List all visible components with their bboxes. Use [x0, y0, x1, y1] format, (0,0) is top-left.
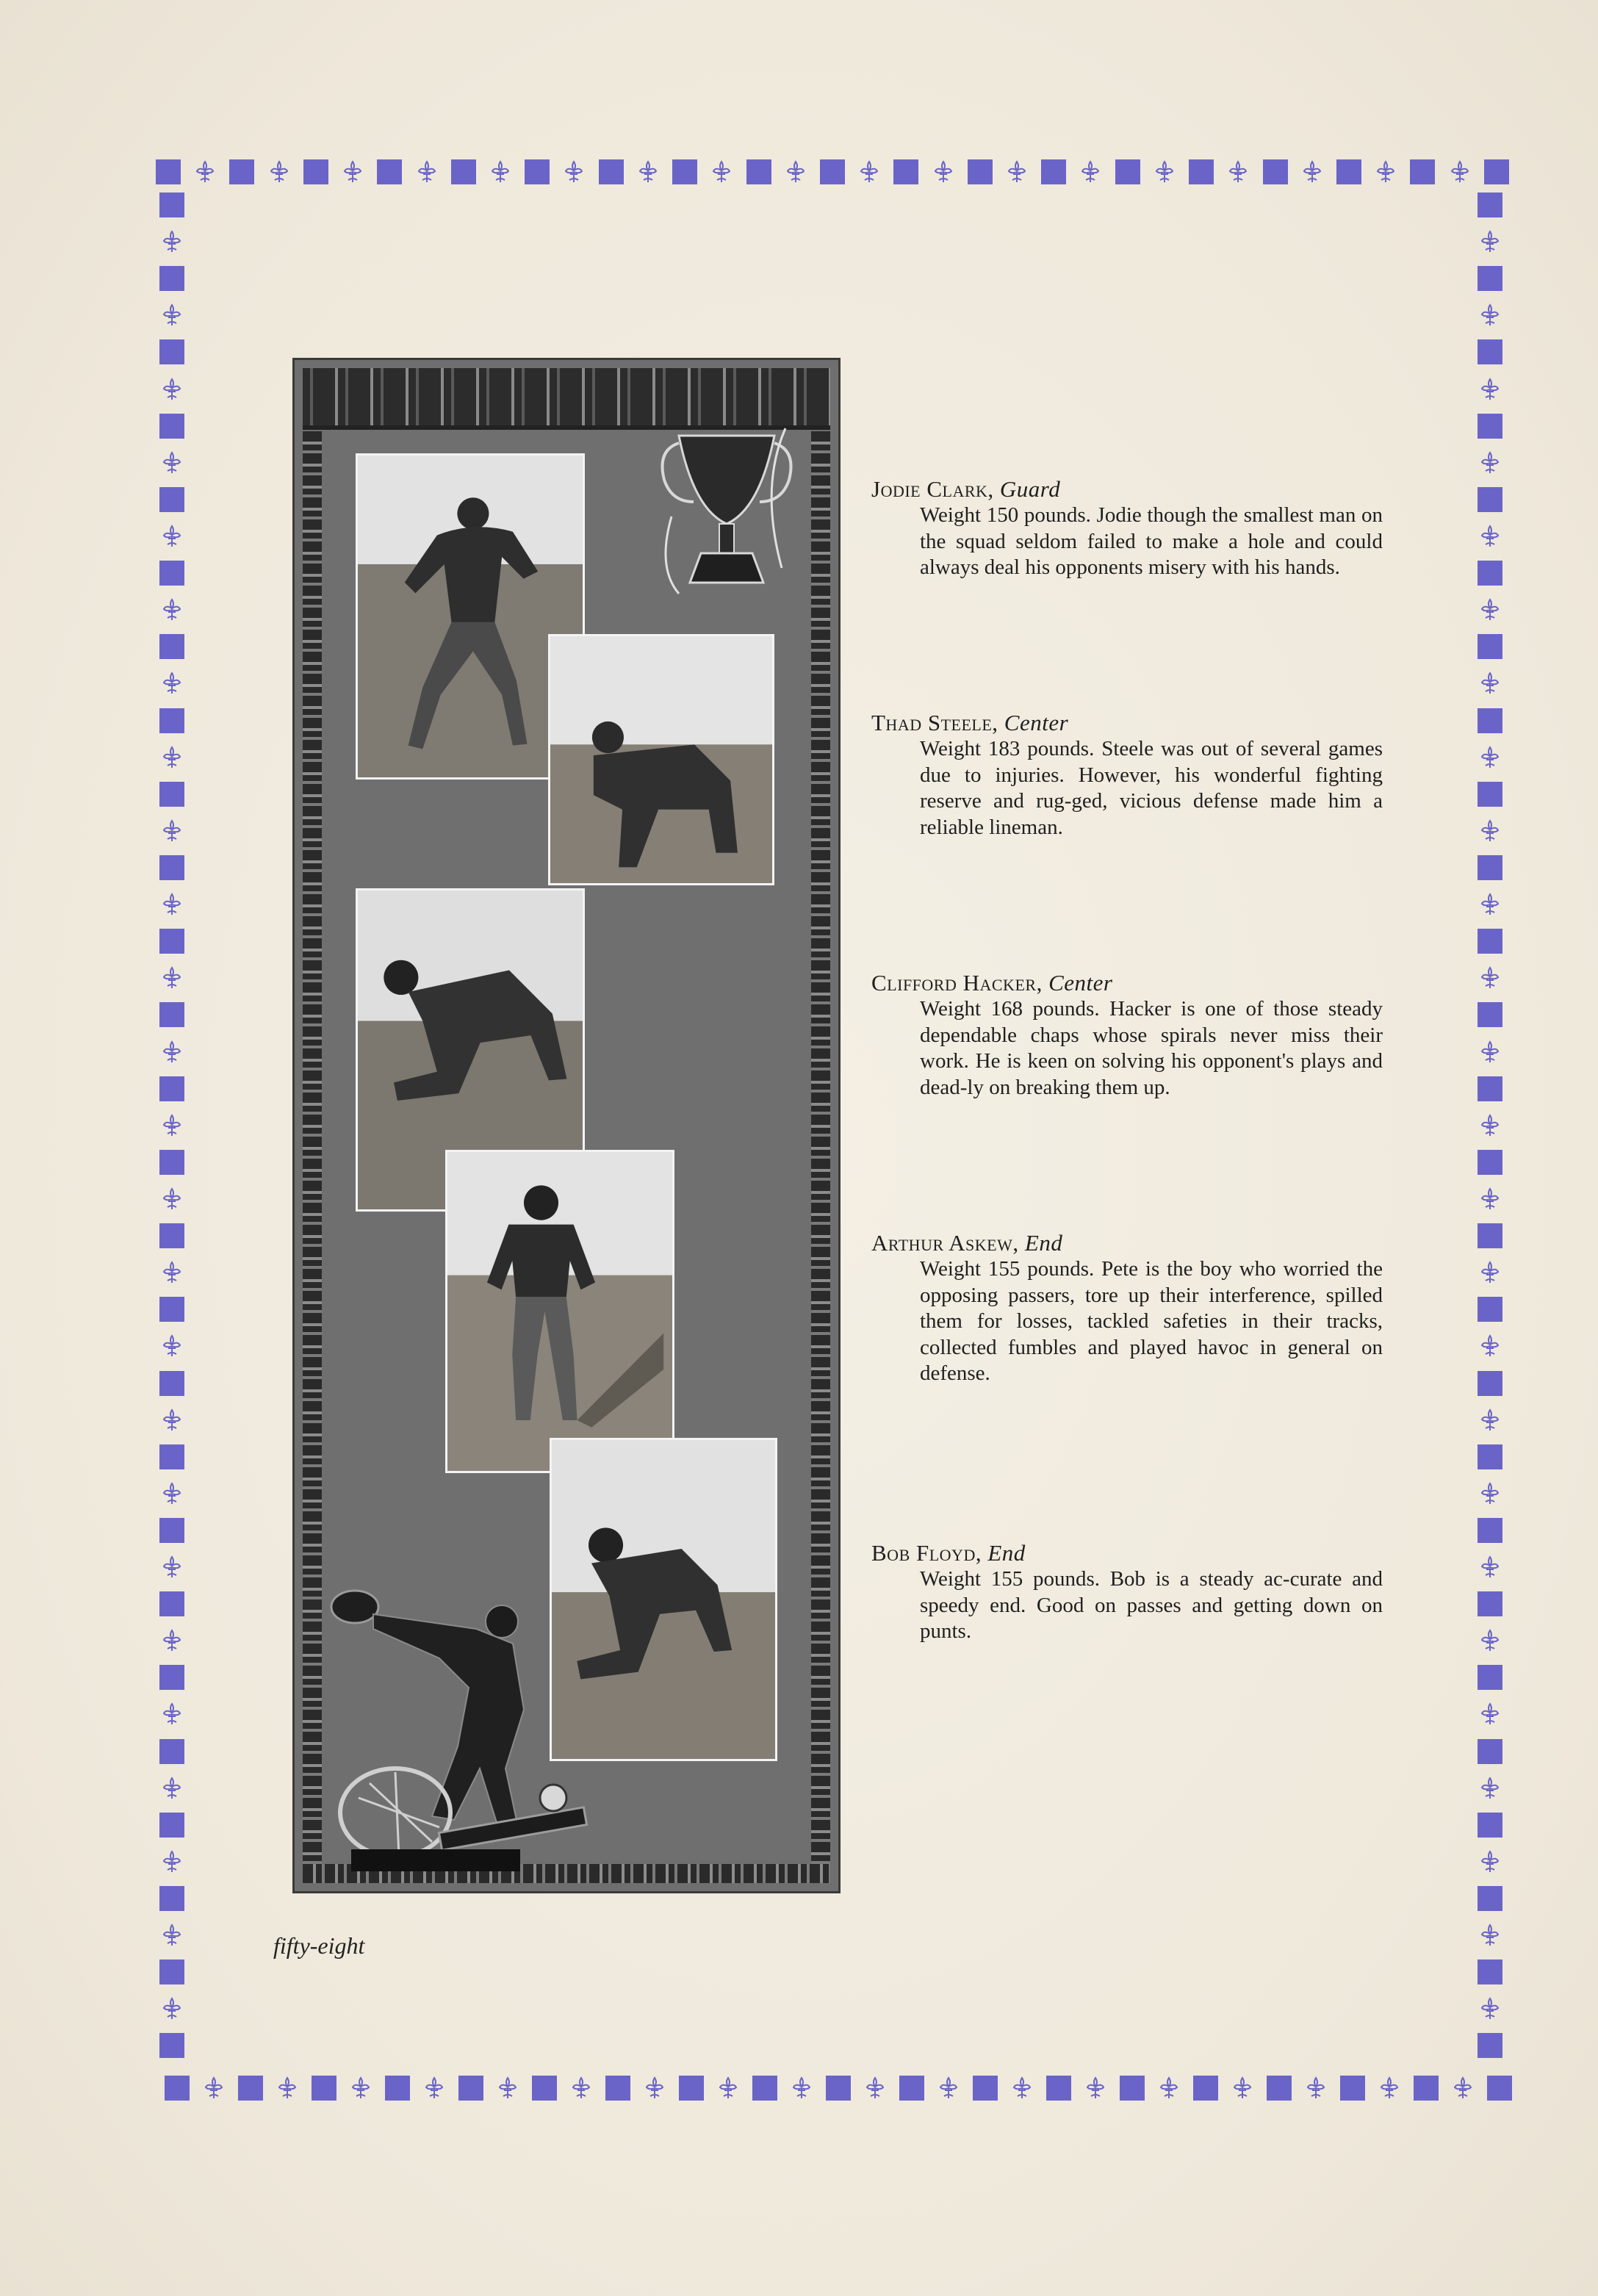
fleur-de-lis-icon	[1478, 965, 1502, 990]
fleur-de-lis-icon	[159, 1481, 184, 1506]
border-square	[1478, 929, 1502, 954]
border-square	[1478, 1371, 1502, 1396]
fleur-de-lis-icon	[1478, 1408, 1502, 1433]
border-square	[238, 2076, 263, 2101]
border-square	[1478, 708, 1502, 733]
border-square	[159, 1444, 184, 1469]
fleur-de-lis-icon	[1156, 2076, 1181, 2101]
fleur-de-lis-icon	[495, 2076, 520, 2101]
page-number: fifty-eight	[273, 1932, 365, 1959]
fleur-de-lis-icon	[192, 159, 217, 184]
fleur-de-lis-icon	[783, 159, 808, 184]
border-square	[1478, 1959, 1502, 1984]
border-square	[525, 159, 550, 184]
border-square	[1478, 1150, 1502, 1175]
border-square	[1478, 414, 1502, 439]
border-square	[159, 782, 184, 807]
player-position: Guard	[999, 476, 1061, 502]
fleur-de-lis-icon	[159, 597, 184, 622]
border-square	[159, 1223, 184, 1248]
border-square	[159, 1959, 184, 1984]
border-square	[159, 1591, 184, 1616]
fleur-de-lis-icon	[709, 159, 734, 184]
border-square	[1478, 1444, 1502, 1469]
border-square	[165, 2076, 190, 2101]
greek-key-right	[811, 431, 830, 1879]
fleur-de-lis-icon	[636, 159, 661, 184]
border-square	[377, 159, 402, 184]
border-square	[1478, 561, 1502, 586]
fleur-de-lis-icon	[1004, 159, 1029, 184]
fleur-de-lis-icon	[159, 1628, 184, 1653]
player-name: Arthur Askew	[871, 1230, 1013, 1256]
border-square	[159, 1813, 184, 1838]
border-square	[1478, 1297, 1502, 1322]
border-square	[1478, 1002, 1502, 1027]
border-square	[1478, 1591, 1502, 1616]
fleur-de-lis-icon	[414, 159, 439, 184]
player-entry-floyd	[871, 1540, 1386, 1645]
border-bottom	[165, 2072, 1512, 2104]
border-square	[1046, 2076, 1071, 2101]
border-square	[451, 159, 476, 184]
fleur-de-lis-icon	[1478, 1260, 1502, 1285]
fleur-de-lis-icon	[1078, 159, 1103, 184]
border-square	[826, 2076, 851, 2101]
fleur-de-lis-icon	[1478, 745, 1502, 770]
photo-panel	[292, 358, 841, 1893]
fleur-de-lis-icon	[1478, 671, 1502, 696]
border-square	[159, 1739, 184, 1764]
border-square	[156, 159, 181, 184]
fleur-de-lis-icon	[159, 1923, 184, 1948]
border-top	[156, 156, 1509, 188]
fleur-de-lis-icon	[642, 2076, 667, 2101]
border-square	[746, 159, 771, 184]
fleur-de-lis-icon	[348, 2076, 373, 2101]
fleur-de-lis-icon	[1478, 818, 1502, 843]
fleur-de-lis-icon	[1478, 524, 1502, 549]
player-heading: Arthur Askew, End	[871, 1230, 1063, 1256]
fleur-de-lis-icon	[159, 1555, 184, 1580]
border-square	[159, 1002, 184, 1027]
border-square	[1484, 159, 1509, 184]
fleur-de-lis-icon	[789, 2076, 814, 2101]
trophy-cup-icon	[649, 421, 804, 597]
fleur-de-lis-icon	[1478, 1923, 1502, 1948]
border-square	[1478, 634, 1502, 659]
fleur-de-lis-icon	[1478, 1996, 1502, 2021]
border-square	[1478, 487, 1502, 512]
border-square	[159, 339, 184, 364]
fleur-de-lis-icon	[1478, 1481, 1502, 1506]
border-square	[303, 159, 328, 184]
border-square	[159, 487, 184, 512]
fleur-de-lis-icon	[1478, 1555, 1502, 1580]
player-description: Weight 168 pounds. Hacker is one of those steady dependable chaps whose spirals never miss their work. He is keen on solving his opponent's plays and dead-ly on breaking them up.	[920, 997, 1383, 1099]
fleur-de-lis-icon	[159, 229, 184, 254]
fleur-de-lis-icon	[159, 1849, 184, 1874]
fleur-de-lis-icon	[159, 965, 184, 990]
fleur-de-lis-icon	[159, 892, 184, 917]
border-square	[159, 414, 184, 439]
border-square	[1478, 339, 1502, 364]
fleur-de-lis-icon	[1478, 892, 1502, 917]
border-square	[1115, 159, 1140, 184]
fleur-de-lis-icon	[936, 2076, 961, 2101]
border-square	[1478, 266, 1502, 291]
fleur-de-lis-icon	[201, 2076, 226, 2101]
fleur-de-lis-icon	[863, 2076, 888, 2101]
border-square	[899, 2076, 924, 2101]
fleur-de-lis-icon	[159, 1187, 184, 1212]
border-square	[312, 2076, 336, 2101]
border-square	[605, 2076, 630, 2101]
player-entry-steele	[871, 710, 1386, 841]
player-photo	[548, 634, 774, 885]
fleur-de-lis-icon	[159, 745, 184, 770]
fleur-de-lis-icon	[561, 159, 586, 184]
fleur-de-lis-icon	[159, 450, 184, 475]
border-square	[159, 1297, 184, 1322]
border-square	[159, 266, 184, 291]
fleur-de-lis-icon	[159, 303, 184, 328]
border-right	[1474, 192, 1506, 2059]
fleur-de-lis-icon	[488, 159, 513, 184]
fleur-de-lis-icon	[1447, 159, 1472, 184]
border-square	[1263, 159, 1288, 184]
border-square	[679, 2076, 704, 2101]
border-square	[1410, 159, 1435, 184]
fleur-de-lis-icon	[422, 2076, 447, 2101]
border-square	[159, 561, 184, 586]
fleur-de-lis-icon	[1478, 1849, 1502, 1874]
fleur-de-lis-icon	[1478, 1040, 1502, 1065]
border-left	[156, 192, 188, 2059]
border-square	[1478, 782, 1502, 807]
border-square	[893, 159, 918, 184]
fleur-de-lis-icon	[569, 2076, 594, 2101]
fleur-de-lis-icon	[1300, 159, 1325, 184]
fleur-de-lis-icon	[159, 1334, 184, 1358]
border-square	[1193, 2076, 1218, 2101]
fleur-de-lis-icon	[1478, 1776, 1502, 1801]
player-description: Weight 183 pounds. Steele was out of several games due to injuries. However, his wonderful fighting reserve and rug-ged, vicious defense made him a reliable lineman.	[920, 737, 1383, 839]
border-square	[1487, 2076, 1512, 2101]
player-heading: Bob Floyd, End	[871, 1540, 1026, 1566]
player-position: End	[987, 1540, 1026, 1566]
border-square	[1267, 2076, 1292, 2101]
border-square	[159, 708, 184, 733]
border-square	[599, 159, 624, 184]
player-heading: Jodie Clark, Guard	[871, 476, 1061, 502]
fleur-de-lis-icon	[931, 159, 956, 184]
fleur-de-lis-icon	[1373, 159, 1398, 184]
greek-key-left	[303, 431, 322, 1879]
player-position: Center	[1004, 710, 1069, 735]
fleur-de-lis-icon	[1478, 377, 1502, 402]
border-square	[973, 2076, 998, 2101]
border-square	[159, 192, 184, 217]
player-description: Weight 155 pounds. Pete is the boy who worried the opposing passers, tore up their interference, spilled them for losses, tackled safeties in their tracks, collected fumbles and played havoc in general on defense.	[920, 1257, 1383, 1385]
border-square	[159, 1518, 184, 1543]
fleur-de-lis-icon	[159, 1996, 184, 2021]
fleur-de-lis-icon	[159, 524, 184, 549]
border-square	[1478, 1886, 1502, 1911]
border-square	[1478, 1223, 1502, 1248]
player-heading: Clifford Hacker, Center	[871, 970, 1113, 996]
player-position: Center	[1048, 970, 1113, 996]
border-square	[1478, 1813, 1502, 1838]
border-square	[752, 2076, 777, 2101]
border-square	[159, 1371, 184, 1396]
border-square	[1478, 192, 1502, 217]
fleur-de-lis-icon	[159, 1113, 184, 1138]
border-square	[1041, 159, 1066, 184]
border-square	[159, 1665, 184, 1690]
player-description: Weight 155 pounds. Bob is a steady ac-curate and speedy end. Good on passes and getting down on punts.	[920, 1567, 1383, 1643]
border-square	[385, 2076, 410, 2101]
fleur-de-lis-icon	[275, 2076, 300, 2101]
fleur-de-lis-icon	[1478, 1628, 1502, 1653]
border-square	[1478, 2033, 1502, 2058]
player-photo	[445, 1150, 674, 1473]
border-square	[820, 159, 845, 184]
player-heading: Thad Steele, Center	[871, 710, 1069, 735]
player-description: Weight 150 pounds. Jodie though the smallest man on the squad seldom failed to make a hole and could always deal his opponents misery with his hands.	[920, 503, 1383, 579]
fleur-de-lis-icon	[1230, 2076, 1255, 2101]
player-entry-hacker	[871, 970, 1386, 1101]
player-position: End	[1024, 1230, 1063, 1256]
fleur-de-lis-icon	[1377, 2076, 1402, 2101]
fleur-de-lis-icon	[1478, 597, 1502, 622]
fleur-de-lis-icon	[340, 159, 365, 184]
fleur-de-lis-icon	[1478, 303, 1502, 328]
fleur-de-lis-icon	[1478, 1113, 1502, 1138]
fleur-de-lis-icon	[1152, 159, 1177, 184]
border-square	[229, 159, 254, 184]
fleur-de-lis-icon	[1303, 2076, 1328, 2101]
border-square	[1340, 2076, 1365, 2101]
fleur-de-lis-icon	[159, 818, 184, 843]
fleur-de-lis-icon	[1009, 2076, 1034, 2101]
fleur-de-lis-icon	[1478, 229, 1502, 254]
fleur-de-lis-icon	[159, 671, 184, 696]
fleur-de-lis-icon	[857, 159, 882, 184]
fleur-de-lis-icon	[1478, 1187, 1502, 1212]
player-name: Bob Floyd	[871, 1540, 976, 1566]
fleur-de-lis-icon	[159, 1040, 184, 1065]
player-name: Jodie Clark	[871, 476, 988, 502]
fleur-de-lis-icon	[1478, 1334, 1502, 1358]
fleur-de-lis-icon	[267, 159, 292, 184]
border-square	[1478, 1739, 1502, 1764]
border-square	[458, 2076, 483, 2101]
player-name: Clifford Hacker	[871, 970, 1037, 996]
fleur-de-lis-icon	[159, 1702, 184, 1727]
border-square	[159, 2033, 184, 2058]
fleur-de-lis-icon	[159, 1260, 184, 1285]
fleur-de-lis-icon	[1450, 2076, 1475, 2101]
border-square	[159, 855, 184, 880]
border-square	[1478, 1518, 1502, 1543]
player-entry-askew	[871, 1230, 1386, 1387]
border-square	[159, 929, 184, 954]
border-square	[159, 634, 184, 659]
fleur-de-lis-icon	[159, 1408, 184, 1433]
fleur-de-lis-icon	[716, 2076, 741, 2101]
fleur-de-lis-icon	[1478, 1702, 1502, 1727]
fleur-de-lis-icon	[1478, 450, 1502, 475]
border-square	[532, 2076, 557, 2101]
fleur-de-lis-icon	[159, 1776, 184, 1801]
border-square	[1414, 2076, 1439, 2101]
border-square	[1120, 2076, 1145, 2101]
discus-thrower-statue-icon	[329, 1577, 594, 1879]
fleur-de-lis-icon	[1083, 2076, 1108, 2101]
border-square	[159, 1886, 184, 1911]
border-square	[1478, 855, 1502, 880]
border-square	[159, 1076, 184, 1101]
border-square	[968, 159, 993, 184]
border-square	[1336, 159, 1361, 184]
player-entry-clark	[871, 476, 1386, 581]
border-square	[672, 159, 697, 184]
fleur-de-lis-icon	[1226, 159, 1250, 184]
border-square	[1189, 159, 1214, 184]
fleur-de-lis-icon	[159, 377, 184, 402]
player-name: Thad Steele	[871, 710, 993, 735]
border-square	[159, 1150, 184, 1175]
border-square	[1478, 1076, 1502, 1101]
border-square	[1478, 1665, 1502, 1690]
